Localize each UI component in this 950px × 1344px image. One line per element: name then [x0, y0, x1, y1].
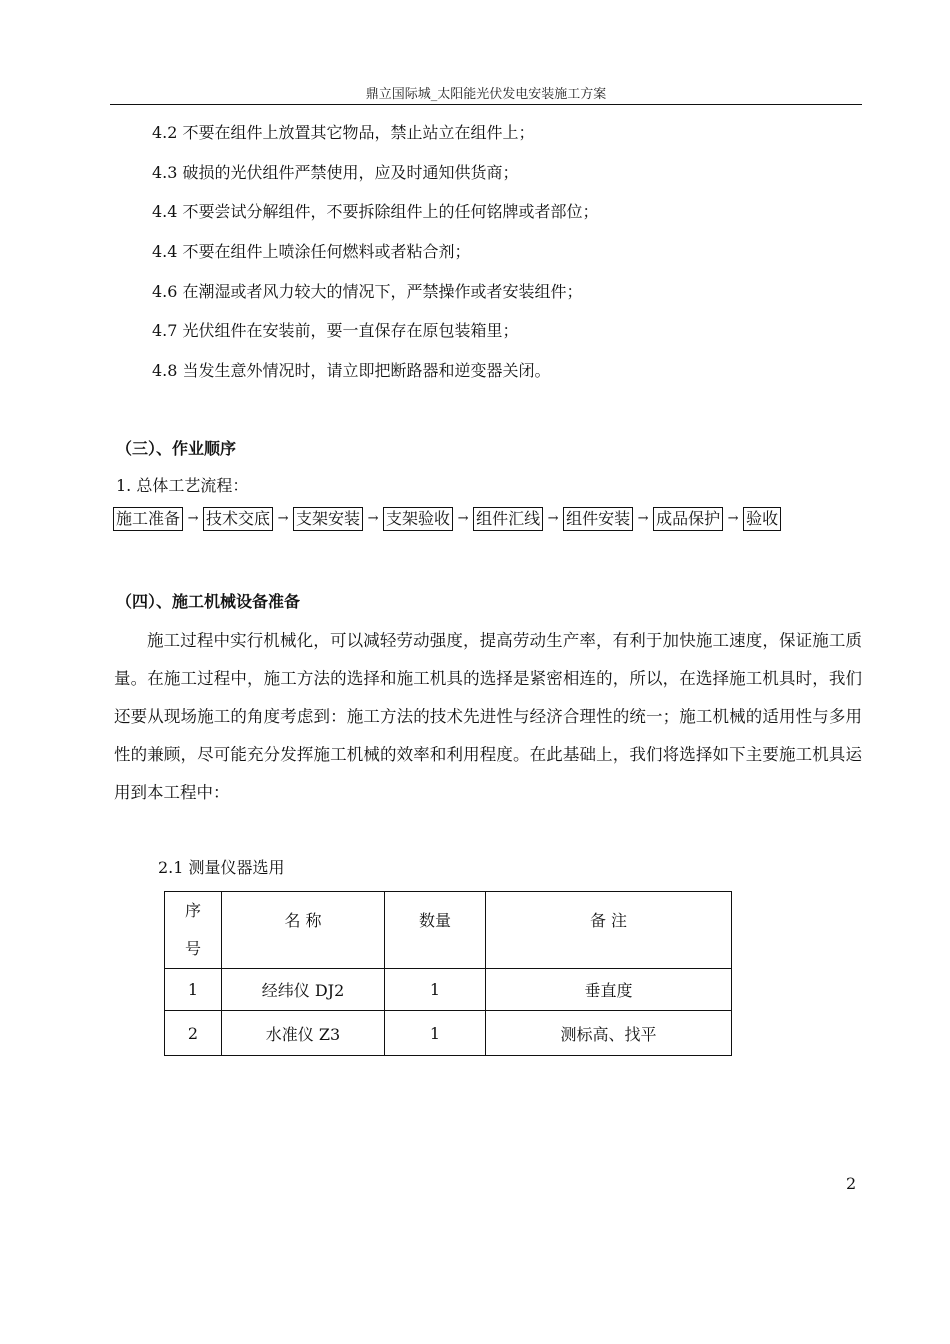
flow-step: 施工准备	[113, 507, 183, 531]
table-row	[165, 1011, 732, 1056]
section-heading-machinery: （四）、施工机械设备准备	[116, 592, 301, 611]
body-paragraph: 施工过程中实行机械化，可以减轻劳动强度，提高劳动生产率，有利于加快施工速度，保证施工质量。在施工过程中，施工方法的选择和施工机具的选择是紧密相连的，所以，在选择施工机具时，我们还要从现场施工的角度考虑到：施工方法的技术先进性与经济合理性的统一；施工机械的适用性与多用性的兼顾，尽可能充分发挥施工机械的效率和利用程度。在此基础上，我们将选择如下主要施工机具运用到本工程中：	[114, 631, 862, 802]
process-flow	[113, 506, 781, 532]
cell-name: 水准仪 Z3	[222, 1011, 385, 1056]
arrow-right-icon: →	[457, 511, 469, 526]
cell-qty: 1	[385, 969, 486, 1011]
list-item: 4.8 当发生意外情况时，请立即把断路器和逆变器关闭。	[152, 361, 551, 380]
list-item: 4.7 光伏组件在安装前，要一直保存在原包装箱里；	[152, 321, 519, 340]
list-item: 4.6 在潮湿或者风力较大的情况下，严禁操作或者安装组件；	[152, 282, 583, 301]
flow-step: 验收	[743, 507, 781, 531]
cell-no: 2	[165, 1011, 222, 1056]
list-item: 4.4 不要尝试分解组件，不要拆除组件上的任何铭牌或者部位；	[152, 202, 599, 221]
cell-name: 经纬仪 DJ2	[222, 969, 385, 1011]
cell-note: 垂直度	[486, 969, 732, 1011]
flow-step: 组件汇线	[473, 507, 543, 531]
page-header: 鼎立国际城_太阳能光伏发电安装施工方案	[365, 87, 607, 102]
table-row	[165, 969, 732, 1011]
list-item: 4.2 不要在组件上放置其它物品，禁止站立在组件上；	[152, 123, 535, 142]
arrow-right-icon: →	[367, 511, 379, 526]
cell-qty: 1	[385, 1011, 486, 1056]
process-flow-title: 1. 总体工艺流程：	[116, 476, 249, 495]
page-number: 2	[846, 1174, 857, 1193]
flow-step: 组件安装	[563, 507, 633, 531]
instrument-table	[164, 891, 732, 1056]
header-note: 备 注	[486, 892, 732, 969]
flow-step: 技术交底	[203, 507, 273, 531]
arrow-right-icon: →	[187, 511, 199, 526]
arrow-right-icon: →	[547, 511, 559, 526]
list-item: 4.3 破损的光伏组件严禁使用，应及时通知供货商；	[152, 163, 519, 182]
table-header-row	[165, 892, 732, 969]
arrow-right-icon: →	[637, 511, 649, 526]
header-rule	[110, 104, 862, 105]
flow-step: 支架安装	[293, 507, 363, 531]
flow-step: 支架验收	[383, 507, 453, 531]
header-name: 名 称	[222, 892, 385, 969]
cell-no: 1	[165, 969, 222, 1011]
header-qty: 数量	[385, 892, 486, 969]
arrow-right-icon: →	[277, 511, 289, 526]
subsection-title: 2.1 测量仪器选用	[158, 858, 285, 877]
arrow-right-icon: →	[727, 511, 739, 526]
section-heading-work-sequence: （三）、作业顺序	[116, 439, 237, 458]
list-item: 4.4 不要在组件上喷涂任何燃料或者粘合剂；	[152, 242, 471, 261]
flow-step: 成品保护	[653, 507, 723, 531]
header-no: 序 号	[165, 892, 222, 969]
cell-note: 测标高、找平	[486, 1011, 732, 1056]
